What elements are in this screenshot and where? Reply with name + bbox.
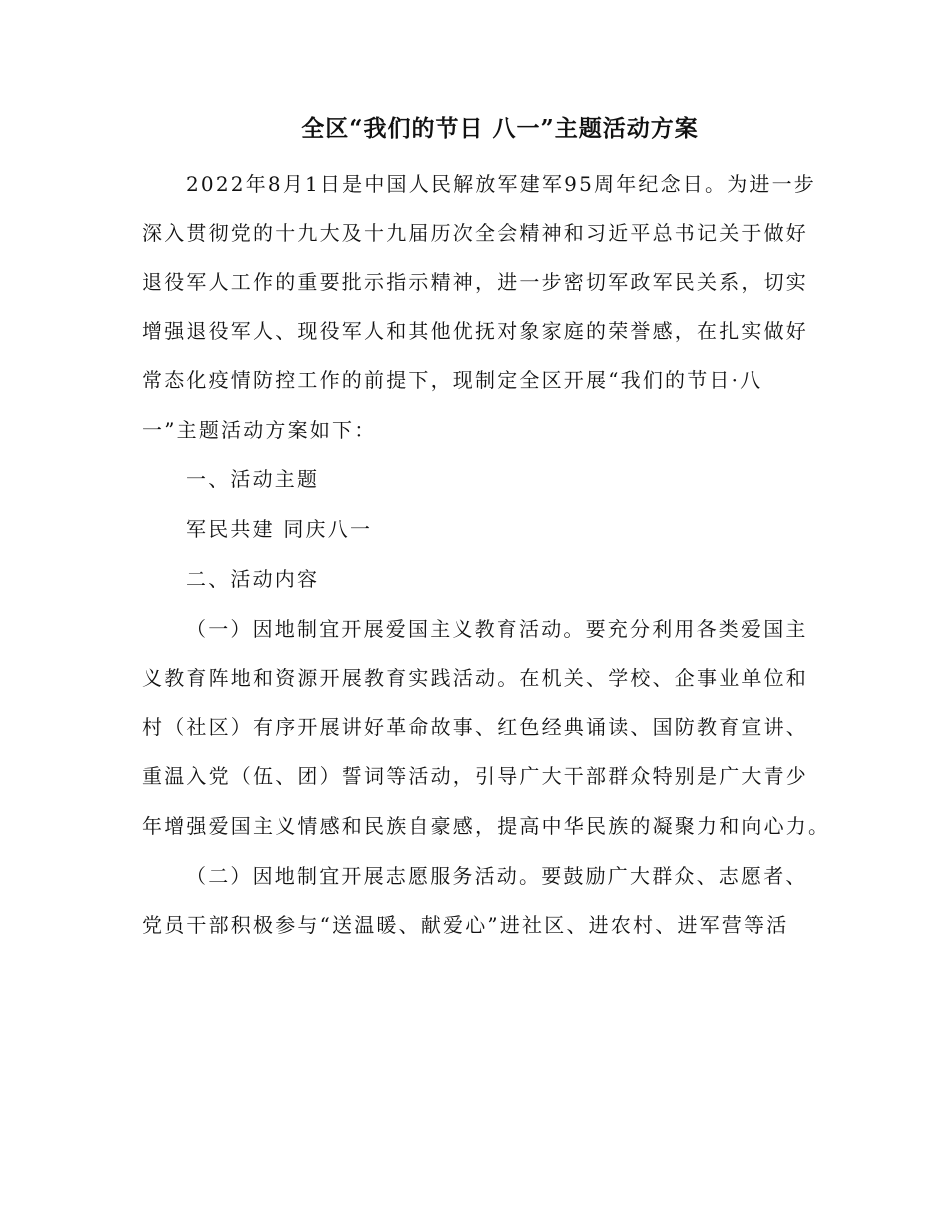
paragraph-line: （二）因地制宜开展志愿服务活动。要鼓励广大群众、志愿者、: [186, 864, 808, 888]
section-heading: 二、活动内容: [186, 567, 320, 591]
paragraph-line: 村（社区）有序开展讲好革命故事、红色经典诵读、国防教育宣讲、: [142, 715, 808, 739]
paragraph-line: 常态化疫情防控工作的前提下，现制定全区开展“我们的节日·八: [142, 368, 763, 392]
paragraph-line: 重温入党（伍、团）誓词等活动，引导广大干部群众特别是广大青少: [142, 764, 808, 788]
paragraph-line: （一）因地制宜开展爱国主义教育活动。要充分利用各类爱国主: [186, 617, 808, 641]
paragraph-line: 党员干部积极参与“送温暖、献爱心”进社区、进农村、进军营等活: [142, 913, 789, 937]
theme-text: 军民共建 同庆八一: [186, 517, 373, 541]
paragraph-line: 增强退役军人、现役军人和其他优抚对象家庭的荣誉感，在扎实做好: [142, 319, 808, 343]
paragraph-line: 退役军人工作的重要批示指示精神，进一步密切军政军民关系，切实: [142, 270, 808, 294]
paragraph-line: 一”主题活动方案如下：: [142, 418, 377, 442]
section-heading: 一、活动主题: [186, 467, 320, 491]
paragraph-line: 义教育阵地和资源开展教育实践活动。在机关、学校、企事业单位和: [142, 666, 808, 690]
paragraph-line: 深入贯彻党的十九大及十九届历次全会精神和习近平总书记关于做好: [142, 221, 808, 245]
paragraph-line: 2022年8月1日是中国人民解放军建军95周年纪念日。为进一步: [186, 172, 816, 196]
paragraph-line: 年增强爱国主义情感和民族自豪感，提高中华民族的凝聚力和向心力。: [142, 814, 831, 838]
document-title: 全区“我们的节日 八一”主题活动方案: [301, 115, 699, 142]
